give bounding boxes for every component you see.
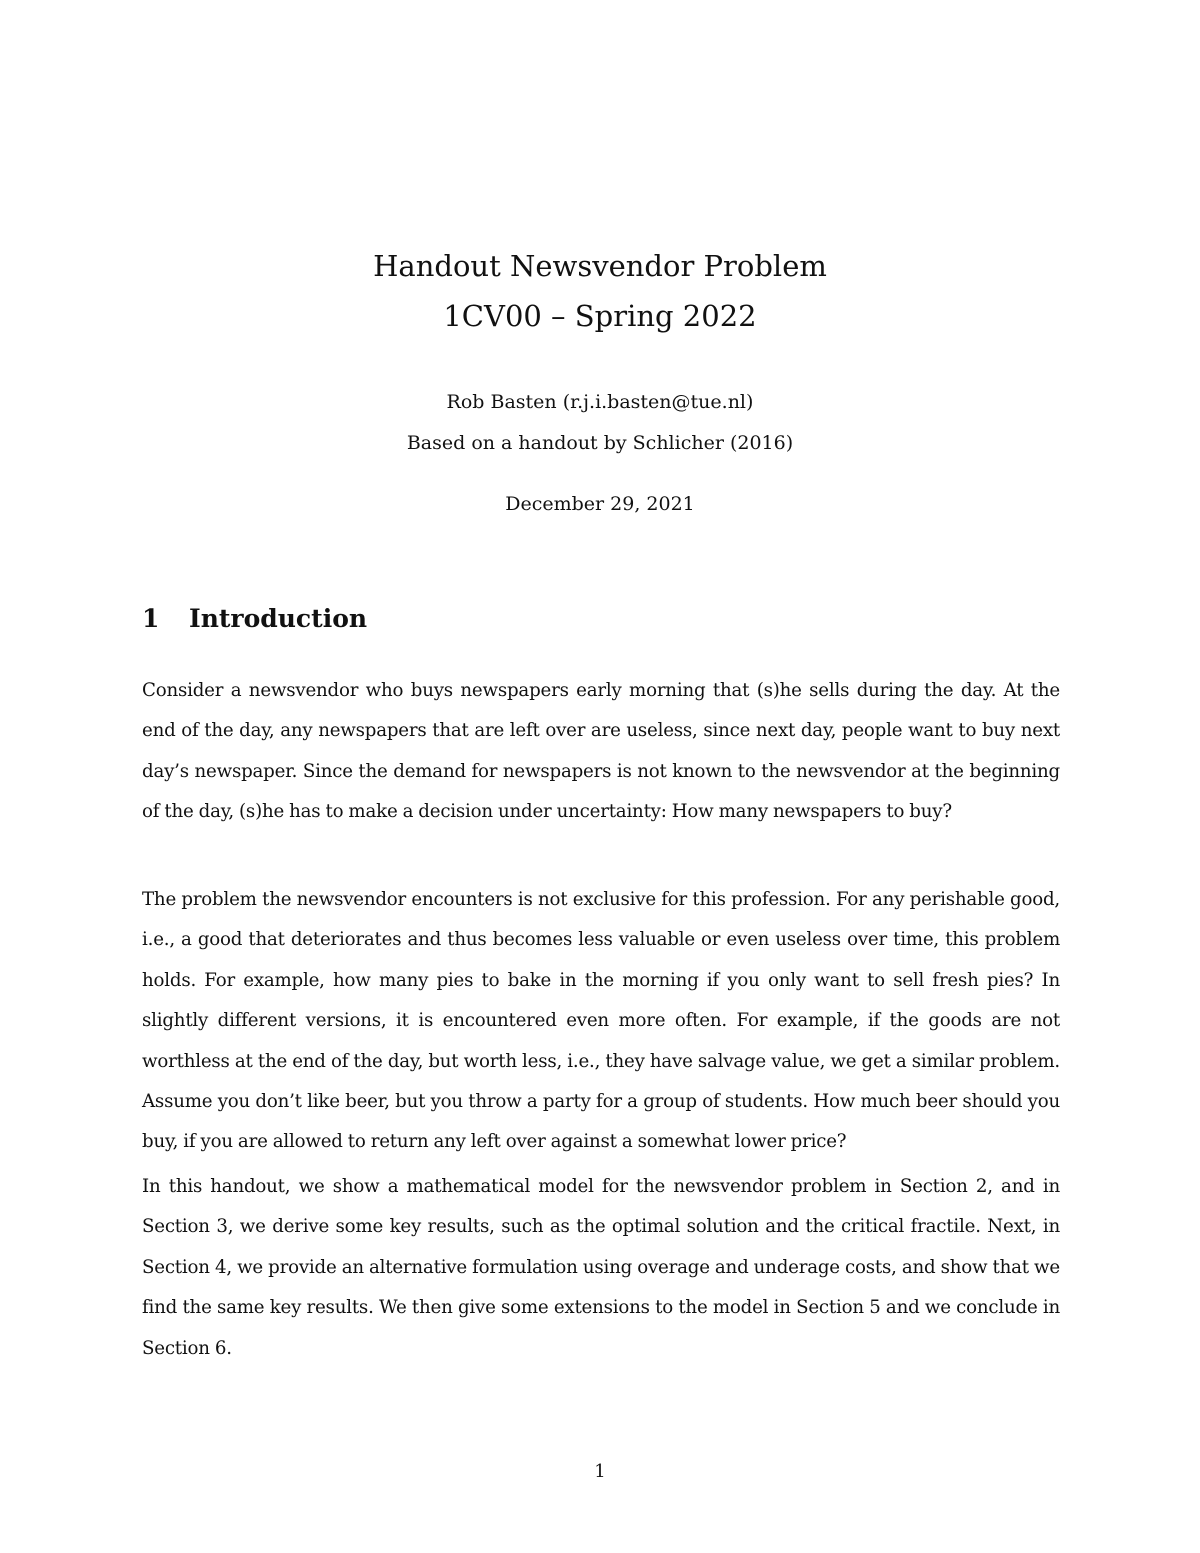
paragraph-intro: Consider a newsvendor who buys newspapers early morning that (s)he sells during the day. At the end of the day, any newspapers that are left over are useless, since next day, people want to buy next day’s newspaper. Since the demand for newspapers is not known to the newsvendor at the beginning of the day, (s)he has to make a decision under uncertainty: How many newspapers to buy? [142,680,1060,823]
section-heading [142,603,367,635]
page-number: 1 [594,1461,606,1482]
section-title: Introduction [189,604,368,633]
attribution-line: Based on a handout by Schlicher (2016) [406,432,794,454]
section-number: 1 [142,604,160,633]
author-line: Rob Basten (r.j.i.basten@tue.nl) [446,391,754,413]
paragraph-outline: In this handout, we show a mathematical model for the newsvendor problem in Section 2, and in Section 3, we derive some key results, such as the optimal solution and the critical fractile. Next, in Section 4, we provide an alternative formulation using overage and underage costs, and show that we find the same key results. We then give some extensions to the model in Section 5 and we conclude in Section 6. [142,1176,1060,1359]
document-date: December 29, 2021 [505,493,695,515]
paragraph-perishable: The problem the newsvendor encounters is not exclusive for this profession. For any perishable good, i.e., a good that deteriorates and thus becomes less valuable or even useless over time, this problem holds. For example, how many pies to bake in the morning if you only want to sell fresh pies? In slightly different versions, it is encountered even more often. For example, if the goods are not worthless at the end of the day, but worth less, i.e., they have salvage value, we get a similar problem. Assume you don’t like beer, but you throw a party for a group of students. How much beer should you buy, if you are allowed to return any left over against a somewhat lower price? [142,889,1060,1153]
document-title: Handout Newsvendor Problem [373,249,827,283]
document-subtitle: 1CV00 – Spring 2022 [443,299,757,333]
